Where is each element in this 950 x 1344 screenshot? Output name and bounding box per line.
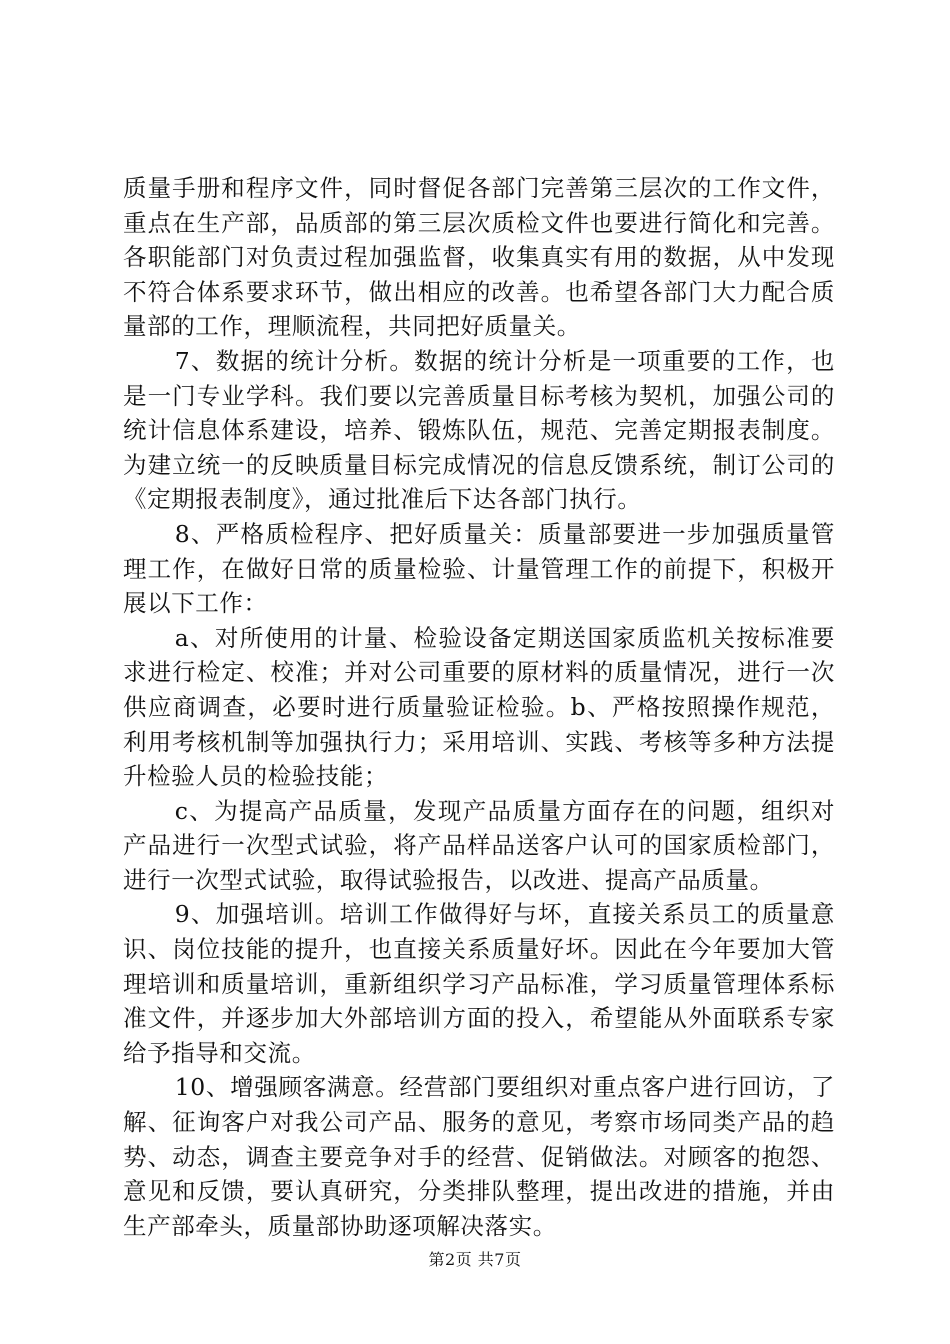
page-number-footer: 第2页 共7页	[428, 1250, 522, 1269]
paragraph-item-10-customer: 10、增强顾客满意。经营部门要组织对重点客户进行回访，了解、征询客户对我公司产品、服务的意见，考察市场同类产品的趋势、动态，调查主要竞争对手的经营、促销做法。对顾客的抱怨、意见和反馈，要认真研究，分类排队整理，提出改进的措施，并由生产部牵头，质量部协助逐项解决落实。	[123, 1073, 835, 1240]
paragraph-item-8-inspection: 8、严格质检程序、把好质量关：质量部要进一步加强质量管理工作，在做好日常的质量检验、计量管理工作的前提下，积极开展以下工作：	[123, 519, 835, 618]
paragraph-item-7-statistics: 7、数据的统计分析。数据的统计分析是一项重要的工作，也是一门专业学科。我们要以完善质量目标考核为契机，加强公司的统计信息体系建设，培养、锻炼队伍，规范、完善定期报表制度。为建立统一的反映质量目标完成情况的信息反馈系统，制订公司的《定期报表制度》，通过批准后下达各部门执行。	[123, 346, 835, 514]
document-body	[123, 171, 835, 1243]
paragraph-item-a-calibration: a、对所使用的计量、检验设备定期送国家质监机关按标准要求进行检定、校准；并对公司重要的原材料的质量情况，进行一次供应商调查，必要时进行质量验证检验。b、严格按照操作规范，利用考核机制等加强执行力；采用培训、实践、考核等多种方法提升检验人员的检验技能；	[123, 623, 835, 791]
paragraph-quality-manual: 质量手册和程序文件，同时督促各部门完善第三层次的工作文件，重点在生产部，品质部的第三层次质检文件也要进行简化和完善。各职能部门对负责过程加强监督，收集真实有用的数据，从中发现不符合体系要求环节，做出相应的改善。也希望各部门大力配合质量部的工作，理顺流程，共同把好质量关。	[123, 174, 835, 341]
paragraph-item-c-type-test: c、为提高产品质量，发现产品质量方面存在的问题，组织对产品进行一次型式试验，将产品样品送客户认可的国家质检部门，进行一次型式试验，取得试验报告，以改进、提高产品质量。	[123, 796, 835, 894]
paragraph-item-9-training: 9、加强培训。培训工作做得好与坏，直接关系员工的质量意识、岗位技能的提升，也直接关系质量好坏。因此在今年要加大管理培训和质量培训，重新组织学习产品标准，学习质量管理体系标准文件，并逐步加大外部培训方面的投入，希望能从外面联系专家给予指导和交流。	[123, 900, 835, 1067]
